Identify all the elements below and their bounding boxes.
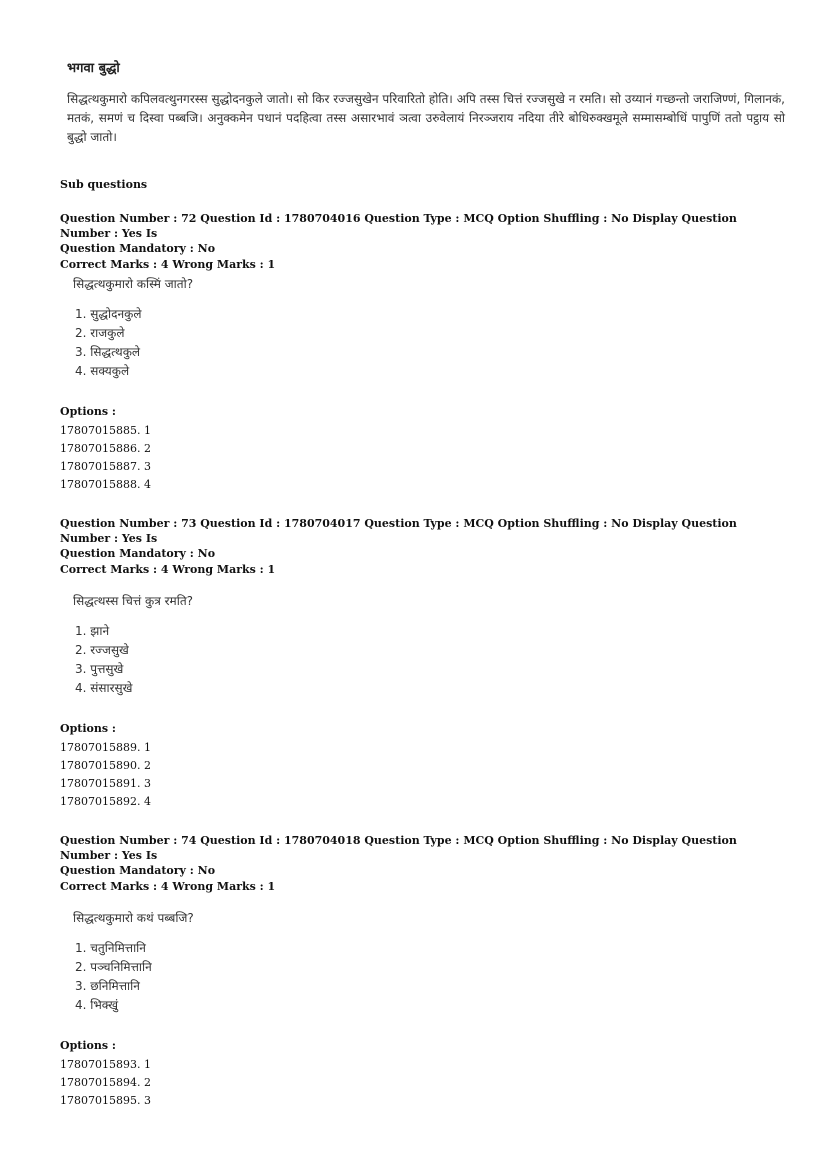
options-label: Options : [60, 405, 116, 418]
question-marks: Correct Marks : 4 Wrong Marks : 1 [60, 563, 276, 576]
option-id: 17807015893. 1 [60, 1058, 151, 1071]
question-block-74 [60, 833, 770, 1123]
answer-choice: 4. सक्यकुले [75, 364, 130, 378]
question-header: Question Number : 73 Question Id : 1780704017 Question Type : MCQ Option Shuffling : No Display Question Number : Yes Is [60, 517, 737, 545]
answer-choice: 4. संसारसुखे [75, 681, 133, 695]
option-id: 17807015887. 3 [60, 460, 151, 473]
question-marks: Correct Marks : 4 Wrong Marks : 1 [60, 258, 276, 271]
option-id: 17807015892. 4 [60, 795, 151, 808]
answer-choice: 2. राजकुले [75, 326, 125, 340]
passage-title: भगवा बुद्धो [67, 61, 120, 76]
question-mandatory: Question Mandatory : No [60, 864, 216, 877]
question-block-72 [60, 211, 770, 501]
question-mandatory: Question Mandatory : No [60, 547, 216, 560]
option-id: 17807015890. 2 [60, 759, 151, 772]
answer-choices [75, 622, 132, 698]
sub-questions-heading: Sub questions [60, 178, 148, 191]
options-label: Options : [60, 1039, 116, 1052]
option-id: 17807015891. 3 [60, 777, 151, 790]
option-id: 17807015889. 1 [60, 741, 151, 754]
question-marks: Correct Marks : 4 Wrong Marks : 1 [60, 880, 276, 893]
answer-choices [75, 305, 141, 381]
question-header: Question Number : 72 Question Id : 1780704016 Question Type : MCQ Option Shuffling : No Display Question Number : Yes Is [60, 212, 737, 240]
question-text: सिद्धत्थकुमारो कस्मिं जातो? [73, 277, 194, 291]
answer-choice: 2. रज्जसुखे [75, 643, 129, 657]
answer-choice: 3. सिद्धत्थकुले [75, 345, 141, 359]
option-id: 17807015895. 3 [60, 1094, 151, 1107]
option-id-list [60, 1056, 151, 1110]
option-id-list [60, 422, 151, 494]
option-id: 17807015888. 4 [60, 478, 151, 491]
answer-choice: 3. छनिमित्तानि [75, 979, 140, 993]
option-id-list [60, 739, 151, 811]
question-mandatory: Question Mandatory : No [60, 242, 216, 255]
question-block-73 [60, 516, 770, 816]
answer-choice: 1. सुद्धोदनकुले [75, 307, 142, 321]
question-text: सिद्धत्थस्स चित्तं कुत्र रमति? [73, 594, 194, 608]
answer-choices [75, 939, 152, 1015]
options-label: Options : [60, 722, 116, 735]
answer-choice: 1. झाने [75, 624, 110, 638]
option-id: 17807015885. 1 [60, 424, 151, 437]
answer-choice: 3. पुत्तसुखे [75, 662, 124, 676]
option-id: 17807015886. 2 [60, 442, 151, 455]
answer-choice: 2. पञ्चनिमित्तानि [75, 960, 152, 974]
answer-choice: 4. भिक्खुं [75, 998, 119, 1012]
passage-body: सिद्धत्थकुमारो कपिलवत्थुनगरस्स सुद्धोदनकुले जातो। सो किर रज्जसुखेन परिवारितो होति। अपि तस्स चित्तं रज्जसुखे न रमति। सो उय्यानं गच्छन्तो जराजिण्णं, गिलानकं, मतकं, समणं च दिस्वा पब्बजि। अनुक्कमेन पधानं पदहित्वा तस्स असारभावं ञत्वा उरुवेलायं निरञ्जराय नदिया तीरे बोधिरुक्खमूले सम्मासम्बोधिं पापुणिं ततो पट्ठाय सो बुद्धो जातो। [67, 92, 785, 144]
option-id: 17807015894. 2 [60, 1076, 151, 1089]
question-text: सिद्धत्थकुमारो कथं पब्बजि? [73, 911, 194, 925]
answer-choice: 1. चतुनिमित्तानि [75, 941, 146, 955]
question-header: Question Number : 74 Question Id : 1780704018 Question Type : MCQ Option Shuffling : No Display Question Number : Yes Is [60, 834, 737, 862]
